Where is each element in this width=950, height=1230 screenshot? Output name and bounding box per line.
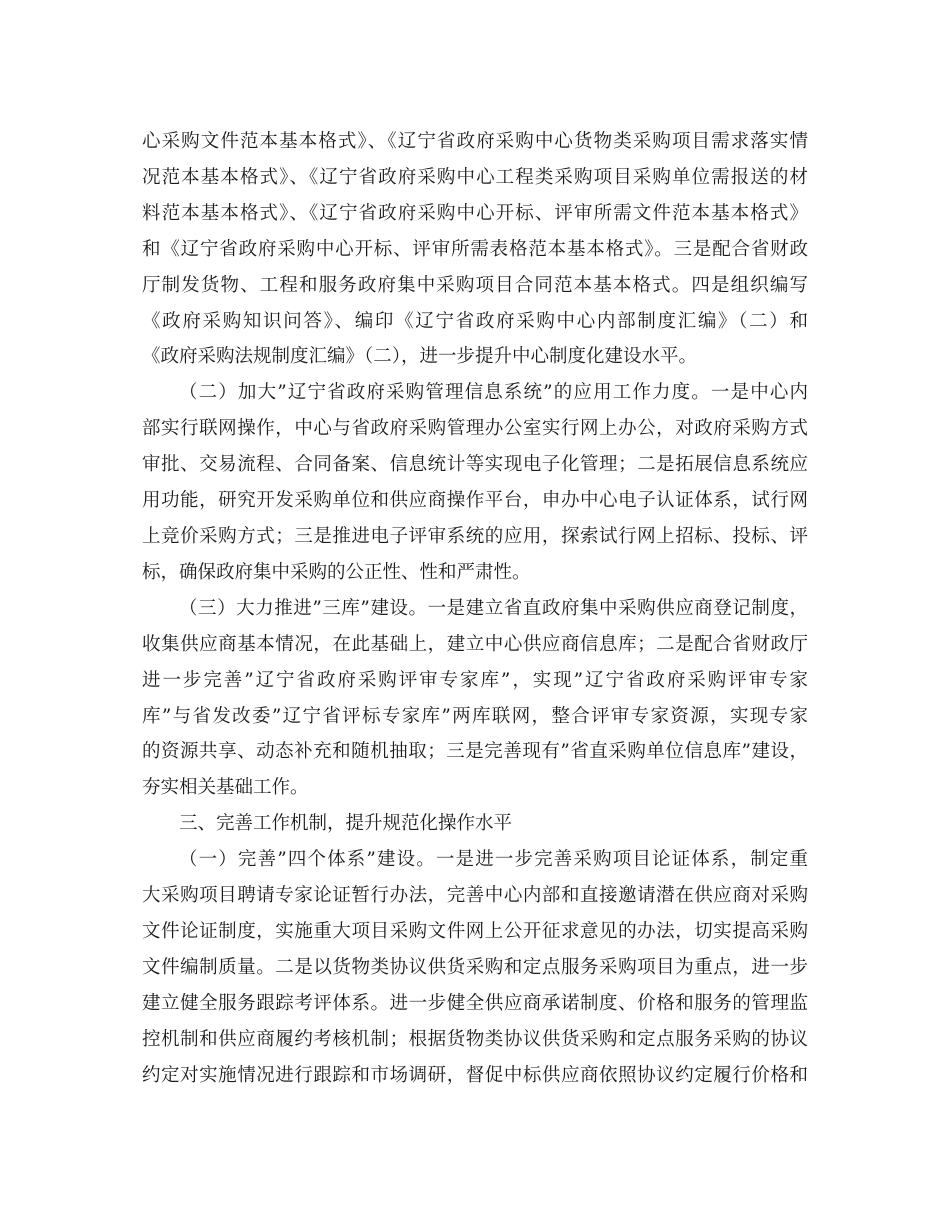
- text-line: 建立健全服务跟踪考评体系。进一步健全供应商承诺制度、价格和服务的管理监: [142, 992, 808, 1014]
- text-line: 《政府采购知识问答》、编印《辽宁省政府采购中心内部制度汇编》（二）和: [142, 310, 808, 332]
- text-line: （二）加大”辽宁省政府采购管理信息系统”的应用工作力度。一是中心内: [179, 382, 808, 404]
- paragraph-three-databases: [142, 591, 808, 806]
- paragraph-info-system: [142, 375, 808, 590]
- text-line: 约定对实施情况进行跟踪和市场调研，督促中标供应商依照协议约定履行价格和: [142, 1064, 808, 1086]
- text-line: 的资源共享、动态补充和随机抽取；三是完善现有”省直采购单位信息库”建设，: [142, 741, 808, 763]
- section-heading-three: [142, 806, 808, 842]
- text-line: 心采购文件范本基本格式》、《辽宁省政府采购中心货物类采购项目需求落实情: [142, 131, 808, 152]
- text-line: 审批、交易流程、合同备案、信息统计等实现电子化管理；二是拓展信息系统应: [142, 454, 808, 476]
- paragraph-standard-formats: [142, 124, 808, 375]
- text-line: （三）大力推进”三库”建设。一是建立省直政府集中采购供应商登记制度，: [179, 597, 808, 619]
- paragraph-four-systems: [142, 842, 808, 1093]
- text-line: 夯实相关基础工作。: [142, 777, 309, 799]
- text-line: 上竞价采购方式；三是推进电子评审系统的应用，探索试行网上招标、投标、评: [142, 525, 808, 547]
- document-body: [142, 124, 808, 1093]
- text-line: （一）完善”四个体系”建设。一是进一步完善采购项目论证体系，制定重: [179, 849, 808, 871]
- text-line: 料范本基本格式》、《辽宁省政府采购中心开标、评审所需文件范本基本格式》: [142, 202, 808, 224]
- text-line: 收集供应商基本情况，在此基础上，建立中心供应商信息库；二是配合省财政厅: [142, 633, 808, 655]
- text-line: 厅制发货物、工程和服务政府集中采购项目合同范本基本格式。四是组织编写: [142, 274, 808, 296]
- text-line: 标，确保政府集中采购的公正性、性和严肃性。: [142, 561, 531, 583]
- text-line: 况范本基本格式》、《辽宁省政府采购中心工程类采购项目采购单位需报送的材: [142, 166, 808, 188]
- text-line: 库”与省发改委”辽宁省评标专家库”两库联网，整合评审专家资源，实现专家: [142, 705, 808, 727]
- text-line: 进一步完善”辽宁省政府采购评审专家库”，实现”辽宁省政府采购评审专家: [142, 669, 808, 691]
- text-line: 《政府采购法规制度汇编》（二），进一步提升中心制度化建设水平。: [142, 346, 698, 368]
- text-line: 用功能，研究开发采购单位和供应商操作平台，申办中心电子认证体系，试行网: [142, 490, 808, 512]
- text-line: 部实行联网操作，中心与省政府采购管理办公室实行网上办公，对政府采购方式: [142, 418, 808, 440]
- text-line: 文件编制质量。二是以货物类协议供货采购和定点服务采购项目为重点，进一步: [142, 956, 808, 978]
- text-line: 文件论证制度，实施重大项目采购文件网上公开征求意见的办法，切实提高采购: [142, 920, 808, 942]
- text-line: 三、完善工作机制，提升规范化操作水平: [179, 813, 513, 835]
- text-line: 和《辽宁省政府采购中心开标、评审所需表格范本基本格式》。三是配合省财政: [142, 238, 808, 260]
- text-line: 大采购项目聘请专家论证暂行办法，完善中心内部和直接邀请潜在供应商对采购: [142, 885, 808, 907]
- text-line: 控机制和供应商履约考核机制；根据货物类协议供货采购和定点服务采购的协议: [142, 1028, 808, 1050]
